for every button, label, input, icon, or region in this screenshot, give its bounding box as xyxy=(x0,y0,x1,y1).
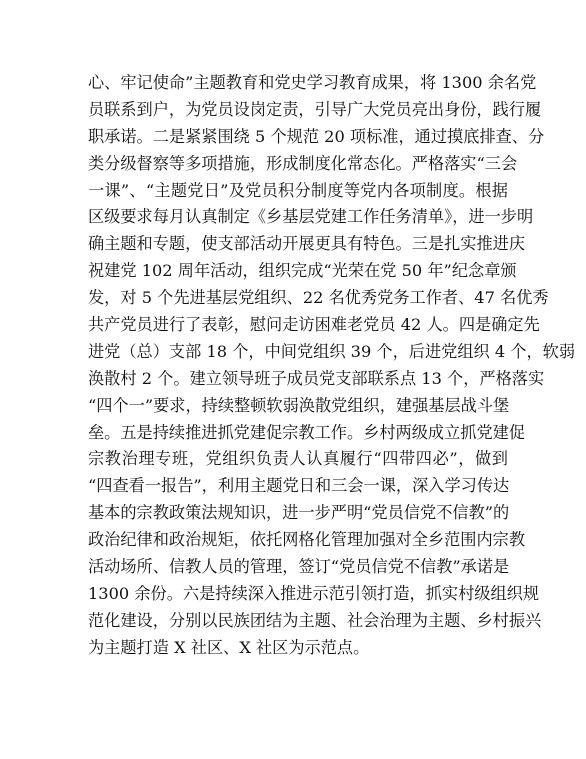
text-line: 共产党员进行了表彰，慰问走访困难老党员 42 人。四是确定先 xyxy=(88,315,540,335)
text-line: 确主题和专题，使支部活动开展更具有特色。三是扎实推进庆 xyxy=(88,234,526,254)
text-line: 职承诺。二是紧紧围绕 5 个规范 20 项标准，通过摸底排查、分 xyxy=(88,126,545,146)
text-line: 一课”、“主题党日”及党员积分制度等党内各项制度。根据 xyxy=(88,180,508,200)
text-line: 范化建设，分别以民族团结为主题、社会治理为主题、乡村振兴 xyxy=(88,610,542,630)
text-line: 1300 余份。六是持续深入推进示范引领打造，抓实村级组织规 xyxy=(88,583,540,603)
text-line: 为主题打造 X 社区、X 社区为示范点。 xyxy=(88,637,370,657)
text-line: 祝建党 102 周年活动，组织完成“光荣在党 50 年”纪念章颁 xyxy=(88,261,517,281)
text-line: 活动场所、信教人员的管理，签订“党员信党不信教”承诺是 xyxy=(88,557,510,577)
body-paragraph xyxy=(88,70,576,662)
text-line: 政治纪律和政治规矩，依托网格化管理加强对全乡范围内宗教 xyxy=(88,530,526,550)
text-line: “四个一”要求，持续整顿软弱涣散党组织，建强基层战斗堡 xyxy=(88,395,510,415)
text-line: 员联系到户，为党员设岗定责，引导广大党员亮出身份，践行履 xyxy=(88,99,542,119)
text-line: 基本的宗教政策法规知识，进一步严明“党员信党不信教”的 xyxy=(88,503,510,523)
text-line: 类分级督察等多项措施，形成制度化常态化。严格落实“三会 xyxy=(88,153,518,173)
text-line: 涣散村 2 个。建立领导班子成员党支部联系点 13 个，严格落实 xyxy=(88,368,545,388)
text-line: 垒。五是持续推进抓党建促宗教工作。乡村两级成立抓党建促 xyxy=(88,422,526,442)
text-line: 进党（总）支部 18 个，中间党组织 39 个，后进党组织 4 个，软弱 xyxy=(88,341,576,361)
text-line: 区级要求每月认真制定《乡基层党建工作任务清单》，进一步明 xyxy=(88,207,534,227)
text-line: “四查看一报告”，利用主题党日和三会一课，深入学习传达 xyxy=(88,476,510,496)
text-line: 宗教治理专班，党组织负责人认真履行“四带四必”，做到 xyxy=(88,449,508,469)
text-line: 心、牢记使命”主题教育和党史学习教育成果，将 1300 余名党 xyxy=(88,73,537,92)
text-line: 发，对 5 个先进基层党组织、22 名优秀党务工作者、47 名优秀 xyxy=(88,288,549,308)
